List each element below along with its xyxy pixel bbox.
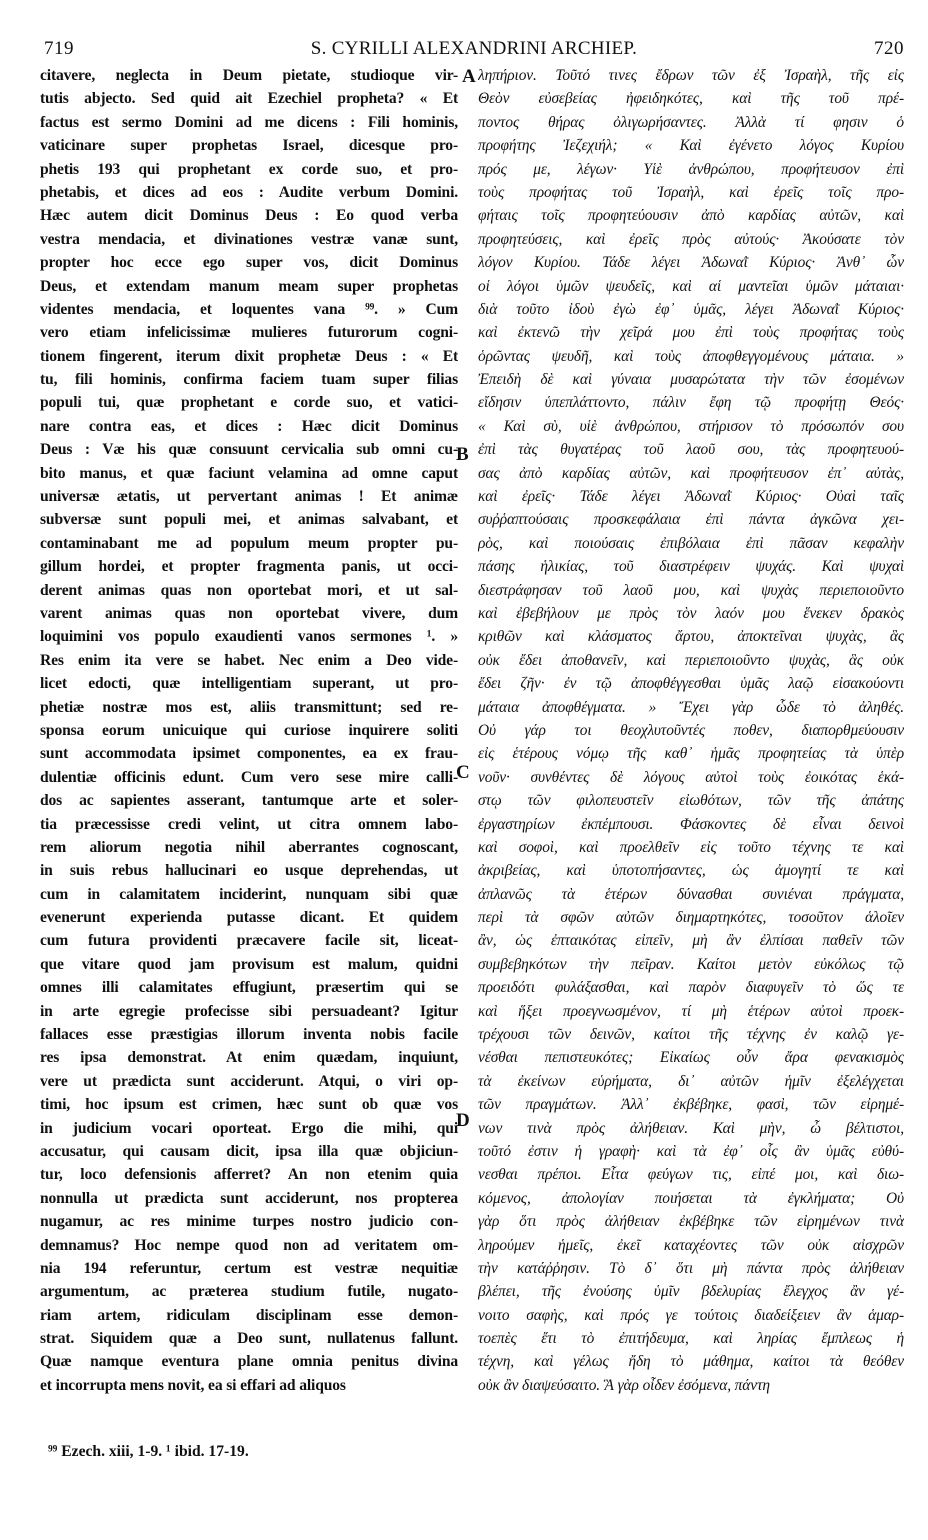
greek-text-line: φήταις τοῖς προφητεύουσιν ἀπὸ καρδίας αὐτῶν, καὶ	[478, 207, 904, 225]
greek-text-line: τῶν πραγμάτων. Ἀλλ᾽ ἐκβέβηκε, φασὶ, τῶν εἰρημέ-	[478, 1096, 904, 1114]
latin-text-line: cum futura providenti præcavere facile sit, liceat-	[40, 932, 458, 950]
greek-text-line: νοῦν· συνθέντες δὲ λόγους αὐτοὶ τοὺς ἐοικότας ἑκά-	[478, 768, 904, 786]
latin-text-line: omnes illi calamitates effugiunt, præsertim qui se	[40, 979, 458, 997]
latin-text-line: accusatur, qui causam dicit, ipsa illa quæ objiciun-	[40, 1142, 458, 1160]
greek-text-line: λόγον Κυρίου. Τάδε λέγει Ἀδωναῒ Κύριος· Ἀνθ᾽ ὧν	[478, 254, 904, 272]
greek-text-line: ἀπλανῶς τὰ ἑτέρων δύνασθαι συνιέναι πράγματα,	[478, 885, 904, 903]
latin-text-line: tia præcessisse credi velint, ut citra omnem labo-	[40, 815, 458, 833]
latin-text-line: vero etiam infelicissimæ mulieres futurorum cogni-	[40, 324, 458, 342]
latin-text-line: in suis rebus hallucinari eo usque deprehendas, ut	[40, 862, 458, 880]
greek-text-line: βλέπει, τῆς ἐνούσης ὑμῖν βδελυρίας ἔλεγχος ἂν γέ-	[478, 1283, 904, 1301]
margin-marker-c: C	[456, 762, 470, 783]
greek-text-line: τοεπὲς ἔτι τὸ ἐπιτήδευμα, καὶ ληρίας ἔμπλεως ἡ	[478, 1330, 904, 1348]
latin-text-line: tur, loco defensionis afferret? An non etenim quia	[40, 1166, 458, 1184]
greek-text-line: τέχνη, καὶ γέλως ἤδη τὸ μάθημα, καίτοι τὰ θεόθεν	[478, 1353, 904, 1371]
greek-text-line: προειδότι φυλάξασθαι, καὶ παρὸν διαφυγεῖν τὸ ὥς τε	[478, 979, 904, 997]
latin-text-line: propter hoc ecce ego super vos, dicit Dominus	[40, 254, 458, 272]
greek-text-line: ἔδει ζῆν· ἐν τῷ ἀποφθέγγεσθαι ὑμᾶς λαῷ εἰσακούοντι	[478, 675, 904, 693]
latin-text-line: Hæc autem dicit Dominus Deus : Eo quod verba	[40, 207, 458, 225]
latin-column	[40, 64, 458, 1397]
greek-text-line: οὐκ ἔδει ἀποθανεῖν, καὶ περιεποιοῦντο ψυχὰς, ἃς οὐκ	[478, 651, 904, 669]
latin-text-line: videntes mendacia, et loquentes vana ⁹⁹. » Cum	[40, 300, 458, 318]
greek-text-line: Θεὸν εὐσεβείας ἠφειδηκότες, καὶ τῆς τοῦ πρέ-	[478, 90, 904, 108]
greek-text-line: τοῦτό ἐστιν ἡ γραφὴ· καὶ τὰ ἐφ᾽ οἷς ἂν ὑμᾶς εὐθύ-	[478, 1142, 904, 1160]
latin-text-line: loquimini vos populo exaudienti vanos sermones ¹. »	[40, 628, 458, 646]
greek-text-line: ἂν, ὡς ἐπταικότας εἰπεῖν, μὴ ἂν ἐλπίσαι παθεῖν τῶν	[478, 932, 904, 950]
latin-text-line: tu, fili hominis, confirma faciem tuam super filias	[40, 371, 458, 389]
latin-text-line: phetabis, et dices ad eos : Audite verbum Domini.	[40, 183, 458, 201]
latin-text-line: vaticinare super prophetas Israel, dicesque pro-	[40, 137, 458, 155]
greek-text-line: στῳ τῶν φιλοπευστεῖν εἰωθότων, τῶν τῆς ἀπάτης	[478, 792, 904, 810]
running-title: S. CYRILLI ALEXANDRINI ARCHIEP.	[310, 38, 638, 59]
greek-text-line: καὶ ἥξει προεγνωσμένον, τί μὴ ἑτέρων αὐτοὶ προεκ-	[478, 1002, 904, 1020]
latin-text-line: nia 194 referuntur, certum est vestræ nequitiæ	[40, 1259, 458, 1277]
greek-text-line: διεστράφησαν τοῦ λαοῦ μου, καὶ ψυχὰς περιεποιοῦντο	[478, 581, 904, 599]
latin-text-line: citavere, neglecta in Deum pietate, studioque vir-	[40, 67, 458, 84]
latin-text-line: phetis 193 qui prophetant ex corde suo, et pro-	[40, 160, 458, 178]
greek-text-line: οἱ λόγοι ὑμῶν ψευδεῖς, καὶ αἱ μαντεῖαι ὑμῶν μάταιαι·	[478, 277, 904, 295]
latin-text-line: argumentum, ac præterea studium futile, nugato-	[40, 1283, 458, 1301]
latin-text-line: demnamus? Hoc nempe quod non ad veritatem om-	[40, 1236, 458, 1254]
greek-text-line: εἴδησιν ὑπεπλάττοντο, πάλιν ἔφη τῷ προφήτῃ Θεός·	[478, 394, 904, 412]
latin-text-line: Deus, et extendam manum meam super prophetas	[40, 277, 458, 295]
latin-text-line: licet edocti, quæ intelligentiam superant, ut pro-	[40, 675, 458, 693]
latin-text-line: gillum hordei, et propter fragmenta panis, ut occi-	[40, 558, 458, 576]
latin-text-line: tutis abjecto. Sed quid ait Ezechiel propheta? « Et	[40, 90, 458, 108]
latin-text-line: contaminabant me ad populum meum propter pu-	[40, 534, 458, 552]
greek-text-line: νεσθαι πρέποι. Εἶτα φεύγων τις, εἰπέ μοι, καὶ διω-	[478, 1166, 904, 1184]
latin-text-line: timi, hoc ipsum est crimen, hæc sunt ob quæ vos	[40, 1096, 458, 1114]
greek-text-line: ἀκριβείας, καὶ ὑποτοπήσαντες, ὡς ἀμογητί τε καὶ	[478, 862, 904, 880]
latin-text-line: sunt accommodata ipsimet componentes, ea ex frau-	[40, 745, 458, 763]
latin-text-line: nugamur, ac res minime turpes nostro judicio con-	[40, 1213, 458, 1231]
latin-text-line: et incorrupta mens novit, ea si effari ad aliquos	[40, 1376, 346, 1394]
greek-text-line: τὰ ἐκείνων εὑρήματα, δι᾽ αὐτῶν ἡμῖν ἐξελέγχεται	[478, 1072, 904, 1090]
latin-text-line: Res enim ita vere se habet. Nec enim a Deo vide-	[40, 651, 458, 669]
greek-text-line: ληρούμεν ἡμεῖς, ἐκεῖ καταχέοντες τῶν οὐκ αἰσχρῶν	[478, 1236, 904, 1254]
latin-text-line: vere ut prædicta sunt acciderunt. Atqui, o viri op-	[40, 1072, 458, 1090]
greek-text-line: συῤῥαπτούσαις προσκεφάλαια ἐπὶ πάντα ἀγκῶνα χει-	[478, 511, 904, 529]
latin-text-line: varent animas quas non oportebat vivere, dum	[40, 604, 458, 622]
greek-text-line: νέσθαι πεπιστευκότες; Εἰκαίως οὖν ἄρα φενακισμὸς	[478, 1049, 904, 1067]
greek-text-line: ἐργαστηρίων ἐκπέμπουσι. Φάσκοντες δὲ εἶναι δεινοὶ	[478, 815, 904, 833]
latin-text-line: in arte egregie profecisse sibi persuadeant? Igitur	[40, 1002, 458, 1020]
greek-text-line: καὶ ἐκτενῶ τὴν χεῖρά μου ἐπὶ τοὺς προφήτας τοὺς	[478, 324, 904, 342]
greek-text-line: Οὐ γάρ τοι θεοχλυτοῦντές ποθεν, διαπορθμεύουσιν	[478, 721, 904, 739]
latin-text-line: rem aliorum negotia nihil aberrantes cognoscant,	[40, 838, 458, 856]
greek-text-line: ἐπὶ τὰς θυγατέρας τοῦ λαοῦ σου, τὰς προφητευού-	[478, 441, 904, 459]
latin-text-line: populi tui, quæ prophetant e corde suo, et vatici-	[40, 394, 458, 412]
greek-text-line: τὴν κατάῤῥησιν. Τὸ δ᾽ ὅτι μὴ πάντα πρὸς ἀλήθειαν	[478, 1259, 904, 1277]
latin-text-line: in judicium vocari oporteat. Ergo die mihi, qui	[40, 1119, 458, 1137]
greek-text-line: περὶ τὰ σφῶν αὐτῶν διημαρτηκότες, τοσοῦτον ἁλοῖεν	[478, 909, 904, 927]
greek-text-line: κόμενος, ἀπολογίαν ποιήσεται τὰ ἐγκλήματα; Οὐ	[478, 1189, 904, 1207]
column-divider	[465, 64, 466, 1434]
latin-text-line: sponsa eorum unicuique qui curiose inquirere soliti	[40, 721, 458, 739]
greek-text-line: πάσης ἡλικίας, τοῦ διαστρέφειν ψυχάς. Καὶ ψυχαὶ	[478, 558, 904, 576]
latin-text-line: dos ac sapientes asserant, tantumque arte et soler-	[40, 792, 458, 810]
greek-column	[478, 64, 904, 1397]
greek-text-line: νοιτο σαφὴς, καὶ πρός γε τούτοις διαδείξειεν ἂν ἁμαρ-	[478, 1306, 904, 1324]
latin-text-line: nonnulla ut prædicta sunt acciderunt, nos propterea	[40, 1189, 458, 1207]
latin-text-line: nare contra eas, et dices : Hæc dicit Dominus	[40, 417, 458, 435]
latin-text-line: derent animas quas non oportebat mori, et ut sal-	[40, 581, 458, 599]
greek-text-line: πρός με, λέγων· Υἱὲ ἀνθρώπου, προφήτευσον ἐπὶ	[478, 160, 904, 178]
margin-marker-b: B	[456, 444, 469, 465]
greek-text-line: συμβεβηκότων τὴν πεῖραν. Καίτοι μετὸν εὐκόλως τῷ	[478, 955, 904, 973]
latin-text-line: fallaces esse præstigias illorum inventa nobis facile	[40, 1026, 458, 1044]
greek-text-line: γὰρ ὅτι πρὸς ἀλήθειαν ἐκβέβηκε τῶν εἰρημένων τινὰ	[478, 1213, 904, 1231]
latin-text-line: Deus : Væ his quæ consuunt cervicalia sub omni cu-	[40, 441, 458, 459]
margin-marker-d: D	[456, 1110, 470, 1131]
latin-text-line: evenerunt experienda putasse dicant. Et quidem	[40, 909, 458, 927]
latin-text-line: cum in calamitatem inciderint, nunquam sibi quæ	[40, 885, 458, 903]
margin-marker-a: A	[462, 66, 476, 87]
page-number-right: 720	[874, 38, 904, 59]
greek-text-line: διὰ τοῦτο ἰδοὺ ἐγὼ ἐφ᾽ ὑμᾶς, λέγει Ἀδωναῒ Κύριος·	[478, 300, 904, 318]
page-header	[40, 38, 908, 60]
latin-text-line: subversæ sunt populi mei, et animas salvabant, et	[40, 511, 458, 529]
greek-text-line: εἰς ἑτέρους νόμῳ τῆς καθ᾽ ἡμᾶς προφητείας τὰ ὑπὲρ	[478, 745, 904, 763]
latin-text-line: phetiæ nostræ mos est, aliis transmittunt; sed re-	[40, 698, 458, 716]
latin-text-line: dulentiæ officinis edunt. Cum vero sese mire calli-	[40, 768, 458, 786]
latin-text-line: bito manus, et quæ faciunt velamina ad omne caput	[40, 464, 458, 482]
greek-text-line: μάταια ἀποφθέγματα. » Ἔχει γὰρ ὧδε τὸ ἀληθές.	[478, 698, 904, 716]
greek-text-line: ποντος θήρας ὀλιγωρήσαντες. Ἀλλὰ τί φησιν ὁ	[478, 113, 904, 131]
greek-text-line: καὶ ἐρεῖς· Τάδε λέγει Ἀδωναῒ Κύριος· Οὐαὶ ταῖς	[478, 488, 904, 506]
page-number-left: 719	[44, 38, 74, 59]
greek-text-line: οὐκ ἂν διαψεύσαιτο. Ἃ γὰρ οἶδεν ἐσόμενα, πάντη	[478, 1376, 770, 1394]
latin-text-line: que vitare quod jam provisum est malum, quidni	[40, 955, 458, 973]
greek-text-line: ληπήριον. Τοῦτό τινες ἔδρων τῶν ἐξ Ἰσραὴλ, τῆς εἰς	[478, 67, 904, 84]
latin-text-line: riam artem, ridiculam disciplinam esse demon-	[40, 1306, 458, 1324]
greek-text-line: σας ἀπὸ καρδίας αὐτῶν, καὶ προφήτευσον ἐπ᾽ αὐτὰς,	[478, 464, 904, 482]
latin-text-line: tionem fingerent, iterum dixit prophetæ Deus : « Et	[40, 347, 458, 365]
greek-text-line: νων τινὰ πρὸς ἀλήθειαν. Καὶ μὴν, ὦ βέλτιστοι,	[478, 1119, 904, 1137]
greek-text-line: Ἐπειδὴ δὲ καὶ γύναια μυσαρώτατα τὴν τῶν ἐσομένων	[478, 371, 904, 389]
greek-text-line: κριθῶν καὶ κλάσματος ἄρτου, ἀποκτεῖναι ψυχὰς, ἃς	[478, 628, 904, 646]
latin-text-line: strat. Siquidem quæ a Deo sunt, nullatenus fallunt.	[40, 1330, 458, 1348]
greek-text-line: προφήτης Ἰεζεχιήλ; « Καὶ ἐγένετο λόγος Κυρίου	[478, 137, 904, 155]
greek-text-line: προφητεύσεις, καὶ ἐρεῖς πρὸς αὐτούς· Ἀκούσατε τὸν	[478, 230, 904, 248]
footnotes: ⁹⁹ Ezech. xiii, 1-9. ¹ ibid. 17-19.	[48, 1443, 249, 1460]
greek-text-line: τοὺς προφήτας τοῦ Ἰσραὴλ, καὶ ἐρεῖς τοῖς προ-	[478, 183, 904, 201]
latin-text-line: universæ ætatis, ut pervertant animas ! Et animæ	[40, 488, 458, 506]
latin-text-line: factus est sermo Domini ad me dicens : Fili hominis,	[40, 113, 458, 131]
greek-text-line: καὶ ἐβεβήλουν με πρὸς τὸν λαόν μου ἕνεκεν δρακὸς	[478, 604, 904, 622]
greek-text-line: ὁρῶντας ψευδῆ, καὶ τοὺς ἀποφθεγγομένους μάταια. »	[478, 347, 904, 365]
greek-text-line: « Καὶ σὺ, υἱὲ ἀνθρώπου, στήρισον τὸ πρόσωπόν σου	[478, 417, 904, 435]
latin-text-line: Quæ namque eventura plane omnia penitus divina	[40, 1353, 458, 1371]
greek-text-line: τρέχουσι τῶν δεινῶν, καίτοι τῆς τέχνης ἐν καλῷ γε-	[478, 1026, 904, 1044]
greek-text-line: καὶ σοφοὶ, καὶ προελθεῖν εἰς τοῦτο τέχνης τε καὶ	[478, 838, 904, 856]
greek-text-line: ρὸς, καὶ ποιούσαις ἐπιβόλαια ἐπὶ πᾶσαν κεφαλὴν	[478, 534, 904, 552]
latin-text-line: vestra mendacia, et divinationes vestræ vanæ sunt,	[40, 230, 458, 248]
latin-text-line: res ipsa demonstrat. At enim quædam, inquiunt,	[40, 1049, 458, 1067]
